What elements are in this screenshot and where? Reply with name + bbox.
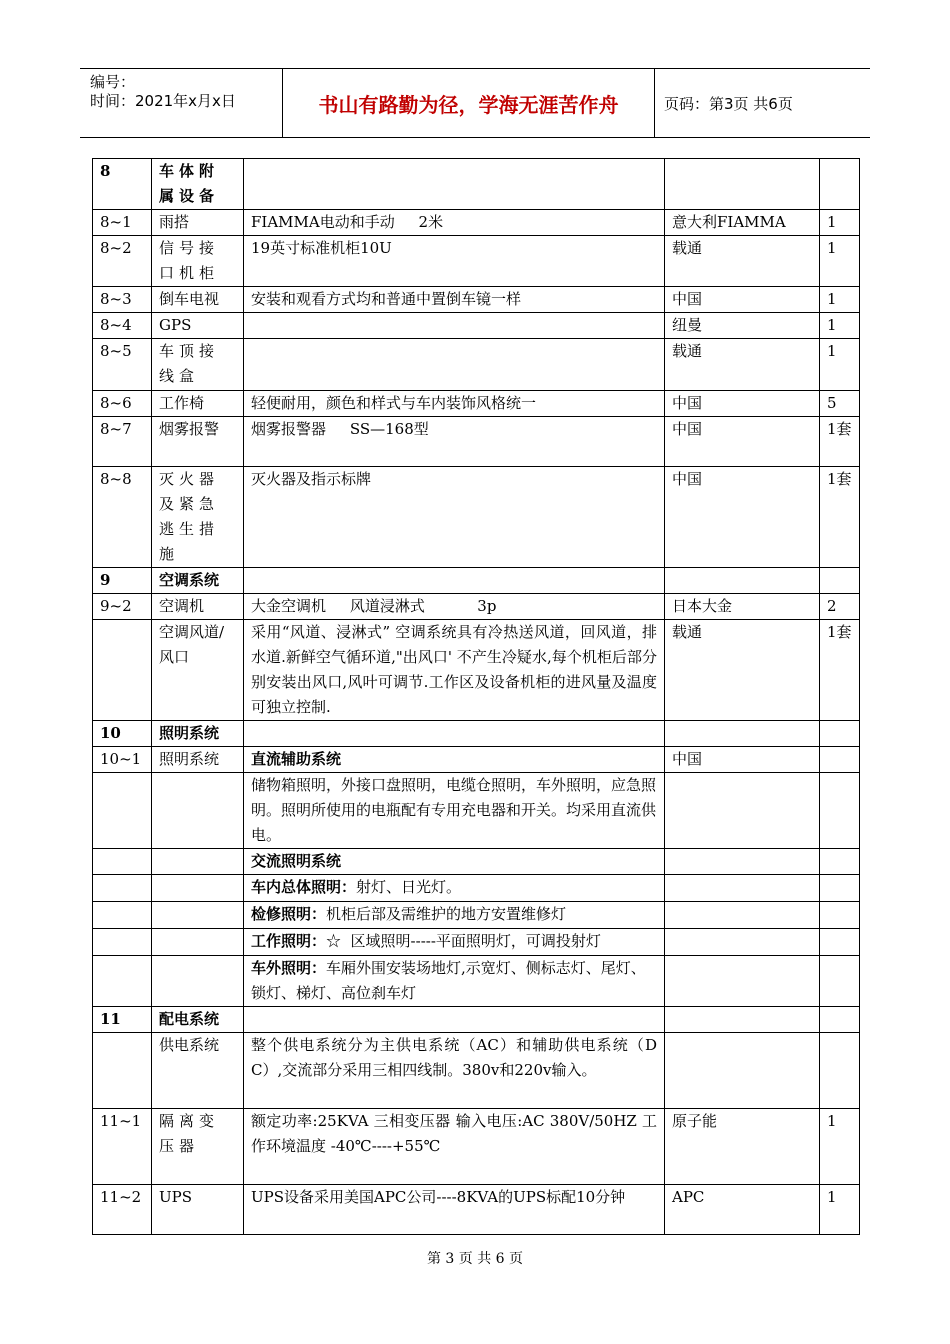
cell-name bbox=[152, 773, 244, 849]
cell-origin: 中国 bbox=[665, 287, 820, 313]
cell-desc-heading: 检修照明： bbox=[251, 905, 327, 923]
cell-desc: UPS设备采用美国APC公司----8KVA的UPS标配10分钟 bbox=[244, 1185, 665, 1235]
cell-origin bbox=[665, 956, 820, 1007]
cell-name: UPS bbox=[152, 1185, 244, 1235]
cell-desc: 采用“风道、浸淋式” 空调系统具有冷热送风道，回风道，排水道.新鲜空气循环道,"出风口' 不产生冷疑水,每个机柜后部分别安装出风口,风叶可调节.工作区及设备机柜的进风量及温度可独立控制. bbox=[244, 620, 665, 721]
table-row bbox=[93, 594, 860, 620]
table-row bbox=[93, 1109, 860, 1185]
cell-name: 空调风道/风口 bbox=[152, 620, 244, 721]
cell-qty: 1 bbox=[820, 1109, 860, 1185]
cell-desc-text: 机柜后部及需维护的地方安置维修灯 bbox=[326, 905, 567, 923]
cell-desc-heading: 车内总体照明： bbox=[251, 878, 357, 896]
cell-origin bbox=[665, 721, 820, 747]
cell-desc bbox=[244, 339, 665, 391]
cell-no: 8~8 bbox=[93, 467, 152, 568]
cell-desc bbox=[244, 313, 665, 339]
cell-origin bbox=[665, 1033, 820, 1109]
header-motto-cell bbox=[282, 69, 655, 137]
cell-name bbox=[152, 875, 244, 902]
table-row bbox=[93, 721, 860, 747]
cell-no bbox=[93, 956, 152, 1007]
cell-desc bbox=[244, 1007, 665, 1033]
cell-qty: 1 bbox=[820, 1185, 860, 1235]
cell-desc bbox=[244, 929, 665, 956]
cell-qty bbox=[820, 902, 860, 929]
cell-qty: 1套 bbox=[820, 417, 860, 467]
cell-name: 烟雾报警 bbox=[152, 417, 244, 467]
cell-name: 倒车电视 bbox=[152, 287, 244, 313]
cell-name: 雨搭 bbox=[152, 210, 244, 236]
cell-origin bbox=[665, 902, 820, 929]
cell-qty: 1 bbox=[820, 339, 860, 391]
cell-origin: 原子能 bbox=[665, 1109, 820, 1185]
cell-qty: 1 bbox=[820, 236, 860, 287]
header-date: 时间：2021年x月x日 bbox=[90, 92, 236, 110]
cell-qty bbox=[820, 1033, 860, 1109]
cell-desc: 轻便耐用，颜色和样式与车内装饰风格统一 bbox=[244, 391, 665, 417]
cell-no: 8 bbox=[93, 159, 152, 210]
cell-desc: 储物箱照明，外接口盘照明，电缆仓照明，车外照明，应急照明。照明所使用的电瓶配有专用充电器和开关。均采用直流供电。 bbox=[244, 773, 665, 849]
table-row bbox=[93, 210, 860, 236]
cell-no: 11~1 bbox=[93, 1109, 152, 1185]
cell-qty bbox=[820, 773, 860, 849]
cell-desc-heading: 直流辅助系统 bbox=[251, 750, 342, 768]
cell-no bbox=[93, 620, 152, 721]
cell-origin: 纽曼 bbox=[665, 313, 820, 339]
cell-name: 灭火器及紧急逃生措施 bbox=[152, 467, 244, 568]
header-page-info: 页码：第3页 共6页 bbox=[664, 94, 793, 113]
cell-origin bbox=[665, 875, 820, 902]
table-row bbox=[93, 568, 860, 594]
cell-origin: 载通 bbox=[665, 236, 820, 287]
cell-origin: 意大利FIAMMA bbox=[665, 210, 820, 236]
cell-qty bbox=[820, 159, 860, 210]
cell-desc: 烟雾报警器 SS—168型 bbox=[244, 417, 665, 467]
cell-name: 车顶接线盒 bbox=[152, 339, 244, 391]
table-row bbox=[93, 159, 860, 210]
table-row bbox=[93, 747, 860, 773]
table-row bbox=[93, 849, 860, 875]
table-row bbox=[93, 875, 860, 902]
table-row bbox=[93, 902, 860, 929]
cell-desc-heading: 工作照明： bbox=[251, 932, 327, 950]
cell-qty: 1 bbox=[820, 313, 860, 339]
cell-origin bbox=[665, 1007, 820, 1033]
cell-no: 8~7 bbox=[93, 417, 152, 467]
cell-qty bbox=[820, 721, 860, 747]
cell-name bbox=[152, 929, 244, 956]
cell-origin: 中国 bbox=[665, 747, 820, 773]
cell-qty bbox=[820, 849, 860, 875]
cell-qty bbox=[820, 568, 860, 594]
cell-desc bbox=[244, 875, 665, 902]
table-row bbox=[93, 929, 860, 956]
table-row bbox=[93, 1185, 860, 1235]
cell-name: 供电系统 bbox=[152, 1033, 244, 1109]
cell-origin: 中国 bbox=[665, 467, 820, 568]
cell-origin: 日本大金 bbox=[665, 594, 820, 620]
cell-origin bbox=[665, 568, 820, 594]
cell-qty bbox=[820, 956, 860, 1007]
cell-no bbox=[93, 929, 152, 956]
cell-no: 8~3 bbox=[93, 287, 152, 313]
cell-desc bbox=[244, 956, 665, 1007]
cell-desc: 额定功率:25KVA 三相变压器 输入电压:AC 380V/50HZ 工作环境温度 -40℃----+55℃ bbox=[244, 1109, 665, 1185]
cell-desc-heading: 交流照明系统 bbox=[251, 852, 342, 870]
cell-qty: 5 bbox=[820, 391, 860, 417]
cell-name: 照明系统 bbox=[152, 721, 244, 747]
cell-desc-text: 射灯、日光灯。 bbox=[356, 878, 462, 896]
header-motto: 书山有路勤为径，学海无涯苦作舟 bbox=[318, 92, 619, 117]
cell-no: 10~1 bbox=[93, 747, 152, 773]
cell-no bbox=[93, 902, 152, 929]
cell-desc: 大金空调机 风道浸淋式 3p bbox=[244, 594, 665, 620]
cell-name: GPS bbox=[152, 313, 244, 339]
table-row bbox=[93, 339, 860, 391]
cell-name bbox=[152, 902, 244, 929]
table-row bbox=[93, 391, 860, 417]
cell-no: 8~5 bbox=[93, 339, 152, 391]
table-row bbox=[93, 417, 860, 467]
cell-desc-heading: 车外照明： bbox=[251, 959, 327, 977]
table-row bbox=[93, 773, 860, 849]
cell-origin bbox=[665, 849, 820, 875]
cell-desc: 19英寸标准机柜10U bbox=[244, 236, 665, 287]
cell-no bbox=[93, 875, 152, 902]
cell-desc bbox=[244, 849, 665, 875]
cell-name: 隔离变压器 bbox=[152, 1109, 244, 1185]
table-row bbox=[93, 956, 860, 1007]
cell-origin: APC bbox=[665, 1185, 820, 1235]
cell-desc: 安装和观看方式均和普通中置倒车镜一样 bbox=[244, 287, 665, 313]
cell-no: 8~6 bbox=[93, 391, 152, 417]
cell-desc bbox=[244, 159, 665, 210]
header-meta bbox=[80, 69, 280, 137]
cell-origin: 中国 bbox=[665, 391, 820, 417]
cell-no: 9~2 bbox=[93, 594, 152, 620]
cell-origin bbox=[665, 773, 820, 849]
cell-name: 空调机 bbox=[152, 594, 244, 620]
cell-name: 车体附属设备 bbox=[152, 159, 244, 210]
cell-no bbox=[93, 773, 152, 849]
cell-desc: 整个供电系统分为主供电系统（AC）和辅助供电系统（DC）,交流部分采用三相四线制。380v和220v输入。 bbox=[244, 1033, 665, 1109]
table-row bbox=[93, 236, 860, 287]
cell-origin: 中国 bbox=[665, 417, 820, 467]
cell-qty bbox=[820, 1007, 860, 1033]
table-row bbox=[93, 287, 860, 313]
equipment-table bbox=[92, 158, 860, 1235]
cell-no: 10 bbox=[93, 721, 152, 747]
cell-desc-text: ☆ 区域照明-----平面照明灯，可调投射灯 bbox=[326, 932, 601, 950]
cell-no bbox=[93, 849, 152, 875]
table-row bbox=[93, 1033, 860, 1109]
cell-name: 照明系统 bbox=[152, 747, 244, 773]
cell-desc: 灭火器及指示标牌 bbox=[244, 467, 665, 568]
cell-name: 信号接口机柜 bbox=[152, 236, 244, 287]
cell-no: 11 bbox=[93, 1007, 152, 1033]
page-header bbox=[80, 68, 870, 138]
cell-name bbox=[152, 956, 244, 1007]
cell-qty bbox=[820, 875, 860, 902]
cell-qty bbox=[820, 747, 860, 773]
cell-desc bbox=[244, 747, 665, 773]
cell-desc bbox=[244, 721, 665, 747]
table-row bbox=[93, 467, 860, 568]
cell-no: 8~1 bbox=[93, 210, 152, 236]
cell-no bbox=[93, 1033, 152, 1109]
cell-qty: 1套 bbox=[820, 467, 860, 568]
cell-name: 工作椅 bbox=[152, 391, 244, 417]
cell-desc-text: 车厢外围安装场地灯,示宽灯、侧标志灯、尾灯、锁灯、梯灯、高位刹车灯 bbox=[251, 959, 646, 1002]
cell-desc: FIAMMA电动和手动 2米 bbox=[244, 210, 665, 236]
cell-desc bbox=[244, 902, 665, 929]
cell-origin: 载通 bbox=[665, 339, 820, 391]
cell-desc bbox=[244, 568, 665, 594]
cell-qty: 2 bbox=[820, 594, 860, 620]
header-page-cell bbox=[654, 69, 870, 137]
cell-no: 8~4 bbox=[93, 313, 152, 339]
cell-no: 8~2 bbox=[93, 236, 152, 287]
cell-origin: 载通 bbox=[665, 620, 820, 721]
table-row bbox=[93, 1007, 860, 1033]
cell-qty: 1 bbox=[820, 210, 860, 236]
cell-name: 配电系统 bbox=[152, 1007, 244, 1033]
table-row bbox=[93, 313, 860, 339]
cell-name: 空调系统 bbox=[152, 568, 244, 594]
cell-no: 11~2 bbox=[93, 1185, 152, 1235]
page-footer: 第 3 页 共 6 页 bbox=[426, 1251, 524, 1267]
table-row bbox=[93, 620, 860, 721]
cell-origin bbox=[665, 159, 820, 210]
cell-qty: 1套 bbox=[820, 620, 860, 721]
header-number: 编号： bbox=[90, 73, 136, 91]
cell-name bbox=[152, 849, 244, 875]
cell-origin bbox=[665, 929, 820, 956]
cell-qty: 1 bbox=[820, 287, 860, 313]
cell-no: 9 bbox=[93, 568, 152, 594]
cell-qty bbox=[820, 929, 860, 956]
